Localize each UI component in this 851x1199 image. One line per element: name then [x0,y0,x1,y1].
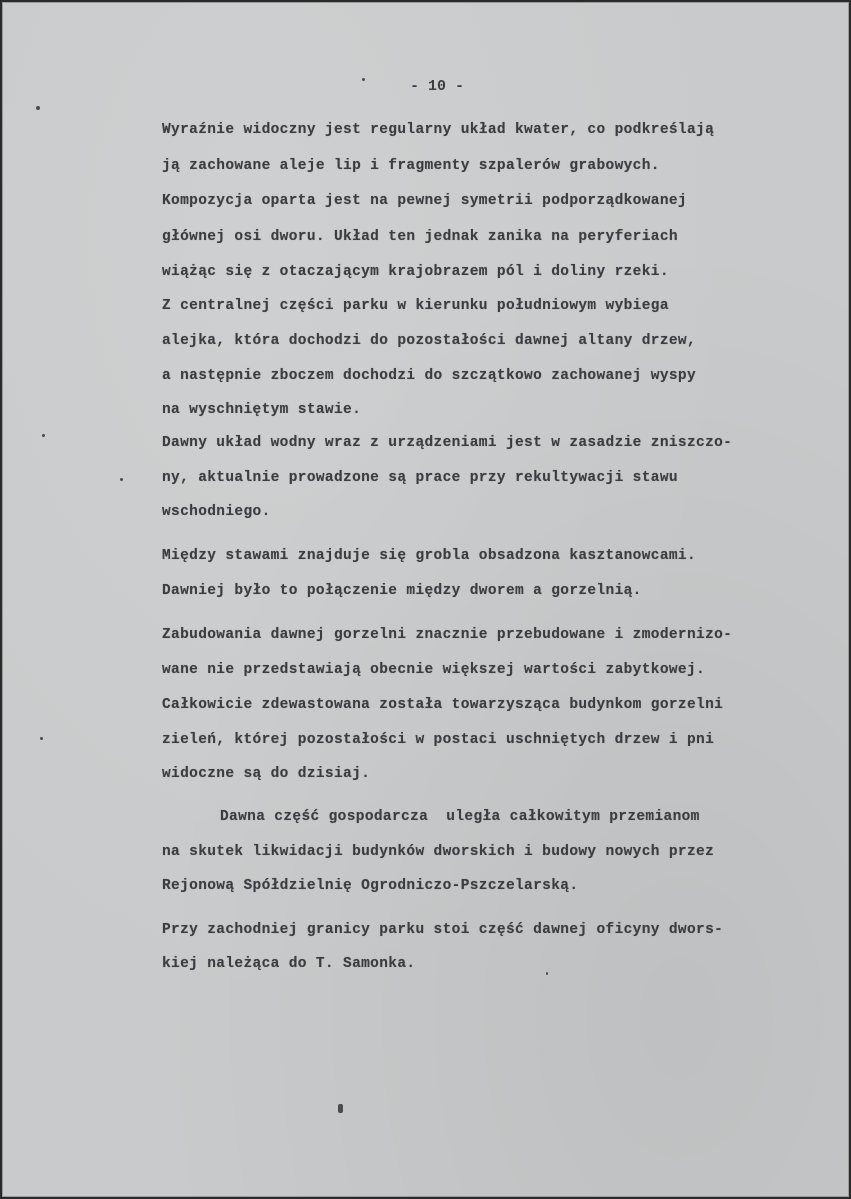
text-line-19: widoczne są do dzisiaj. [162,766,371,782]
text-line-22: Rejonową Spółdzielnię Ogrodniczo-Pszczelarską. [162,878,579,894]
text-line-14: Dawniej było to połączenie między dworem a gorzelnią. [162,583,642,599]
text-line-5: wiążąc się z otaczającym krajobrazem pól i doliny rzeki. [162,264,669,280]
text-line-12: wschodniego. [162,504,271,520]
page-number: - 10 - [410,78,465,95]
text-line-18: zieleń, której pozostałości w postaci uschniętych drzew i pni [162,732,715,748]
typewritten-page [2,2,849,1197]
paper-speck [42,434,45,437]
text-line-7: alejka, która dochodzi do pozostałości dawnej altany drzew, [162,333,697,349]
paper-speck [36,106,40,110]
text-line-23: Przy zachodniej granicy parku stoi część dawnej oficyny dwors- [162,922,724,938]
text-line-20: Dawna część gospodarcza uległa całkowitym przemianom [220,809,700,825]
text-line-4: głównej osi dworu. Układ ten jednak zanika na peryferiach [162,229,678,245]
text-line-3: Kompozycja oparta jest na pewnej symetrii podporządkowanej [162,193,687,209]
text-line-16: wane nie przedstawiają obecnie większej wartości zabytkowej. [162,662,706,678]
text-line-9: na wyschniętym stawie. [162,402,362,418]
paper-speck [546,972,548,975]
text-line-6: Z centralnej części parku w kierunku południowym wybiega [162,298,669,314]
text-line-24: kiej należąca do T. Samonka. [162,956,416,972]
text-line-8: a następnie zboczem dochodzi do szczątkowo zachowanej wyspy [162,368,697,384]
paper-speck [362,78,365,81]
text-line-21: na skutek likwidacji budynków dworskich i budowy nowych przez [162,844,715,860]
text-line-10: Dawny układ wodny wraz z urządzeniami jest w zasadzie zniszczo- [162,435,733,451]
text-line-2: ją zachowane aleje lip i fragmenty szpalerów grabowych. [162,158,660,174]
text-line-11: ny, aktualnie prowadzone są prace przy rekultywacji stawu [162,470,678,486]
text-line-17: Całkowicie zdewastowana została towarzysząca budynkom gorzelni [162,697,724,713]
text-line-1: Wyraźnie widoczny jest regularny układ kwater, co podkreślają [162,122,715,138]
text-line-13: Między stawami znajduje się grobla obsadzona kasztanowcami. [162,548,697,564]
paper-speck [40,737,43,740]
paper-speck [338,1104,343,1113]
text-line-15: Zabudowania dawnej gorzelni znacznie przebudowane i zmodernizo- [162,627,733,643]
paper-speck [120,478,123,481]
